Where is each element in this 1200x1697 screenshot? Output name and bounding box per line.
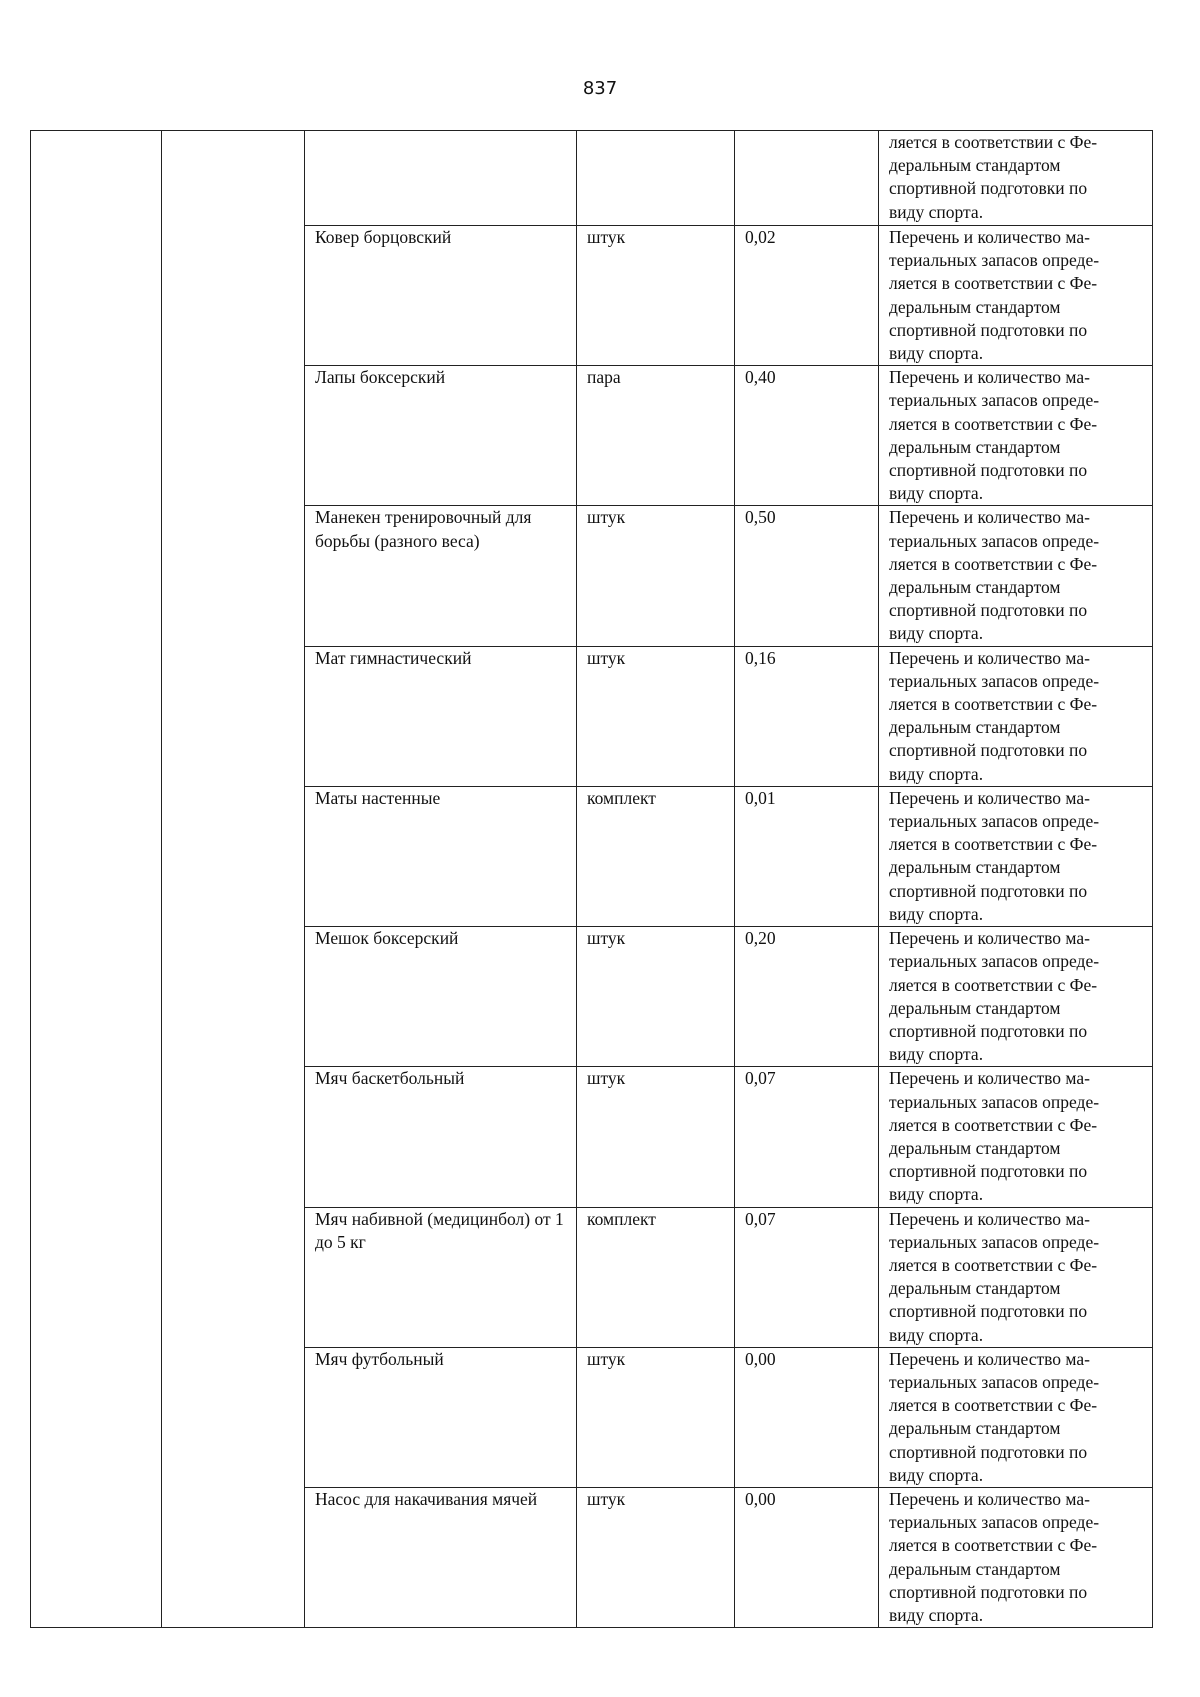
item-name-cell [305,1347,577,1487]
note-text: Перечень и количество ма- териальных запасов опреде- ляется в соответствии с Фе- деральным стандартом спортивной подготовки по виду спорта. [889,227,1100,364]
note-cell [879,366,1153,506]
quantity-text: 0,50 [745,507,776,528]
note-text: Перечень и количество ма- териальных запасов опреде- ляется в соответствии с Фе- деральным стандартом спортивной подготовки по виду спорта. [889,1348,1100,1485]
unit-cell [577,131,735,226]
note-cell [879,927,1153,1067]
item-name-cell [305,786,577,926]
item-name-cell [305,226,577,366]
unit-text: штук [587,507,626,528]
unit-text: штук [587,1068,626,1089]
item-name-text: Манекен тренировочный для борьбы (разного веса) [315,507,532,551]
unit-cell [577,366,735,506]
quantity-text: 0,01 [745,787,776,808]
item-name-text: Ковер борцовский [315,227,452,247]
item-name-text: Мат гимнастический [315,647,472,668]
unit-cell [577,226,735,366]
quantity-cell [735,786,879,926]
unit-text: пара [587,367,621,388]
quantity-text: 0,40 [745,367,776,388]
note-text: Перечень и количество ма- териальных запасов опреде- ляется в соответствии с Фе- деральным стандартом спортивной подготовки по виду спорта. [889,367,1100,504]
note-cell [879,506,1153,646]
unit-text: штук [587,1488,626,1509]
unit-cell [577,1067,735,1207]
note-cell [879,1067,1153,1207]
item-name-cell [305,1487,577,1627]
unit-cell [577,1487,735,1627]
item-name-text: Насос для накачивания мячей [315,1488,538,1509]
item-name-text: Маты настенные [315,787,441,808]
quantity-cell [735,226,879,366]
unit-cell [577,1347,735,1487]
note-text: Перечень и количество ма- териальных запасов опреде- ляется в соответствии с Фе- деральным стандартом спортивной подготовки по виду спорта. [889,507,1100,644]
item-name-text: Мяч набивной (медицинбол) от 1 до 5 кг [315,1208,564,1252]
unit-text: штук [587,227,626,247]
table-row [31,131,1153,226]
note-text: Перечень и количество ма- териальных запасов опреде- ляется в соответствии с Фе- деральным стандартом спортивной подготовки по виду спорта. [889,1068,1100,1205]
quantity-cell [735,1067,879,1207]
quantity-text: 0,02 [745,227,776,247]
note-cell [879,646,1153,786]
note-text: Перечень и количество ма- териальных запасов опреде- ляется в соответствии с Фе- деральным стандартом спортивной подготовки по виду спорта. [889,787,1100,924]
note-cell [879,131,1153,226]
unit-cell [577,506,735,646]
quantity-cell [735,1207,879,1347]
merged-column-2 [162,131,305,1628]
note-cell [879,226,1153,366]
quantity-text: 0,00 [745,1348,776,1369]
note-text: Перечень и количество ма- териальных запасов опреде- ляется в соответствии с Фе- деральным стандартом спортивной подготовки по виду спорта. [889,1208,1100,1345]
unit-cell [577,927,735,1067]
item-name-cell [305,366,577,506]
quantity-cell [735,131,879,226]
quantity-cell [735,506,879,646]
item-name-text: Лапы боксерский [315,367,446,388]
note-cell [879,1347,1153,1487]
page-number: 837 [582,78,618,99]
quantity-text: 0,00 [745,1488,776,1509]
quantity-cell [735,927,879,1067]
unit-text: комплект [587,1208,656,1229]
note-cell [879,1207,1153,1347]
note-text: Перечень и количество ма- териальных запасов опреде- ляется в соответствии с Фе- деральным стандартом спортивной подготовки по виду спорта. [889,647,1100,784]
quantity-cell [735,646,879,786]
quantity-cell [735,1347,879,1487]
unit-text: штук [587,928,626,949]
item-name-cell [305,131,577,226]
unit-cell [577,786,735,926]
item-name-cell [305,646,577,786]
unit-cell [577,646,735,786]
quantity-cell [735,1487,879,1627]
equipment-table [30,130,1153,1628]
unit-cell [577,1207,735,1347]
unit-text: штук [587,1348,626,1369]
item-name-text: Мяч баскетбольный [315,1068,465,1089]
merged-column-1 [31,131,162,1628]
item-name-cell [305,506,577,646]
quantity-cell [735,366,879,506]
unit-text: штук [587,647,626,668]
note-text: Перечень и количество ма- териальных запасов опреде- ляется в соответствии с Фе- деральным стандартом спортивной подготовки по виду спорта. [889,1488,1100,1625]
item-name-cell [305,927,577,1067]
item-name-cell [305,1207,577,1347]
note-cell [879,1487,1153,1627]
item-name-text: Мяч футбольный [315,1348,444,1369]
unit-text: комплект [587,787,656,808]
quantity-text: 0,07 [745,1068,776,1089]
note-text: Перечень и количество ма- териальных запасов опреде- ляется в соответствии с Фе- деральным стандартом спортивной подготовки по виду спорта. [889,928,1100,1065]
note-cell [879,786,1153,926]
quantity-text: 0,16 [745,647,776,668]
quantity-text: 0,07 [745,1208,776,1229]
item-name-text: Мешок боксерский [315,928,459,949]
quantity-text: 0,20 [745,928,776,949]
item-name-cell [305,1067,577,1207]
note-text: ляется в соответствии с Фе- деральным стандартом спортивной подготовки по виду спорта. [889,132,1098,222]
